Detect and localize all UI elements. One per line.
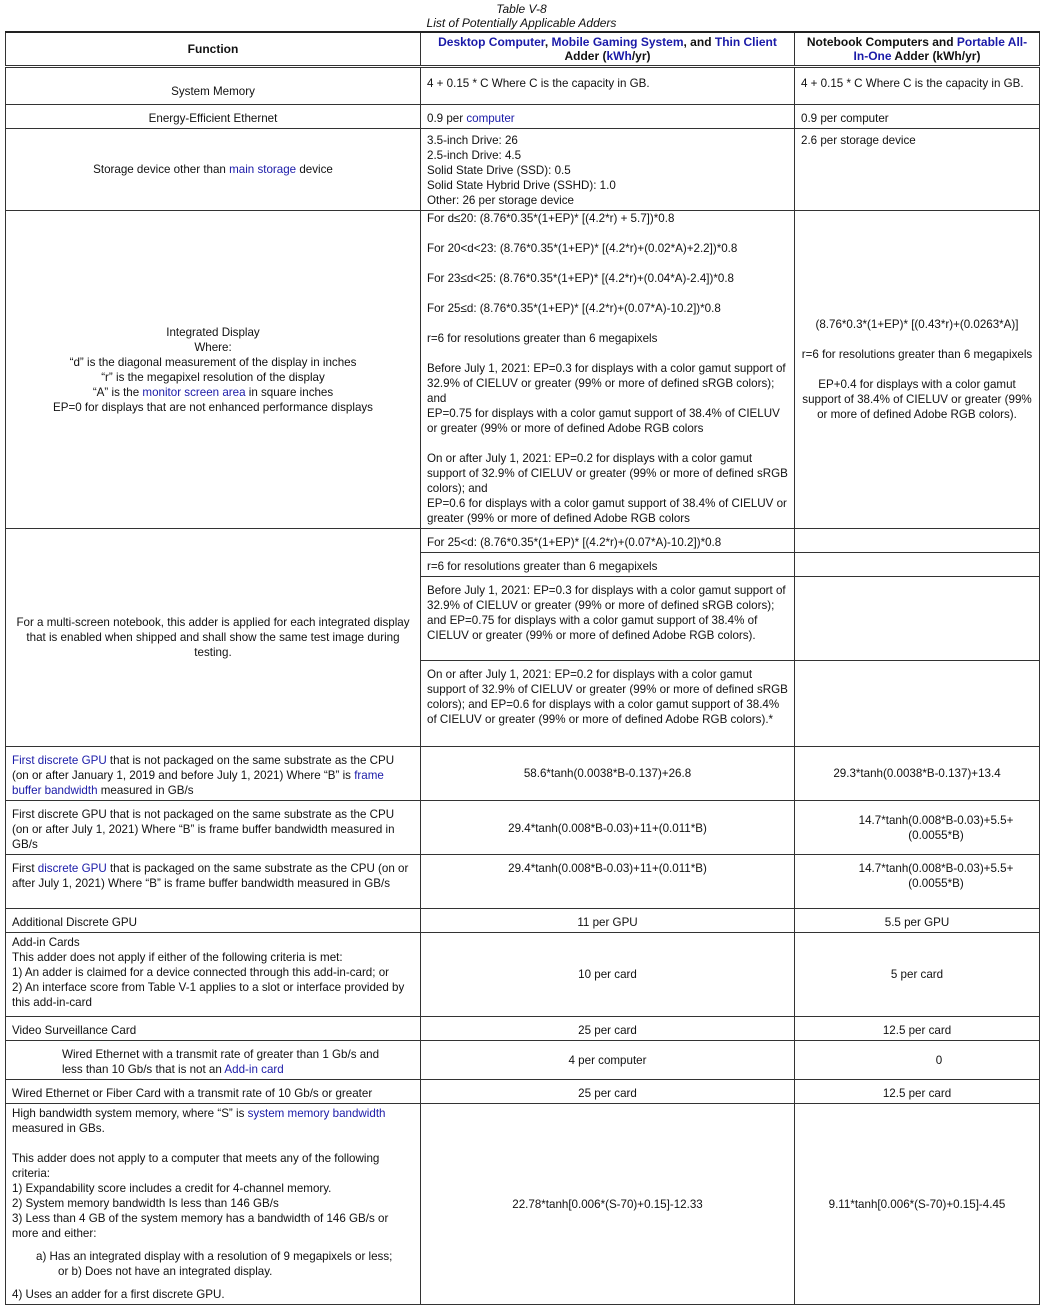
- adders-table: [5, 31, 1040, 1305]
- table-row: [6, 933, 1040, 1017]
- header-row: [6, 32, 1040, 67]
- function-cell: First discrete GPU that is not packaged on the same substrate as the CPU (on or after July 1, 2021) Where “B” is frame buffer bandwidth measured in GB/s: [6, 801, 421, 855]
- table-row: [6, 1104, 1040, 1305]
- desktop-cell: 3.5-inch Drive: 26 2.5-inch Drive: 4.5 Solid State Drive (SSD): 0.5 Solid State Hybrid Drive (SSHD): 1.0 Other: 26 per storage device: [421, 129, 795, 211]
- function-cell: Wired Ethernet or Fiber Card with a transmit rate of 10 Gb/s or greater: [6, 1080, 421, 1104]
- desktop-cell: For d≤20: (8.76*0.35*(1+EP)* [(4.2*r) + 5.7])*0.8 For 20<d<23: (8.76*0.35*(1+EP)* [(4.2*r)+(0.02*A)+2.2])*0.8 For 23≤d<25: (8.76*0.35*(1+EP)* [(4.2*r)+(0.04*A)-2.4])*0.8 For 25≤d: (8.76*0.35*(1+EP)* [(4.2*r)+(0.07*A)-10.2])*0.8 r=6 for resolutions greater than 6 megapixels Before July 1, 2021: EP=0.3 for displays with a color gamut support of 32.9% of CIELUV or greater (99% or more of defined sRGB colors); and EP=0.75 for displays with a color gamut support of 38.4% of CIELUV or greater (99% or more of defined Adobe RGB colors On or after July 1, 2021: EP=0.2 for displays with a color gamut support of 32.9% of CIELUV or greater (99% or more of defined sRGB colors); and EP=0.6 for displays with a color gamut support of 38.4% of CIELUV or greater (99% or more of defined Adobe RGB colors: [421, 211, 795, 529]
- notebook-cell: 5.5 per GPU: [795, 909, 1040, 933]
- function-cell: Storage device other than main storage device: [6, 129, 421, 211]
- function-cell: Video Surveillance Card: [6, 1017, 421, 1041]
- portable-aio-link[interactable]: Portable All-In-One: [853, 35, 1028, 63]
- table-number: Table V-8: [496, 2, 547, 16]
- table-title: List of Potentially Applicable Adders: [426, 16, 617, 30]
- desktop-cell: 25 per card: [421, 1080, 795, 1104]
- table-row: [6, 129, 1040, 211]
- kwh-link[interactable]: kWh: [606, 49, 632, 63]
- notebook-cell: [795, 529, 1040, 553]
- function-cell: First discrete GPU that is packaged on the same substrate as the CPU (on or after July 1, 2021) Where “B” is frame buffer bandwidth measured in GB/s: [6, 855, 421, 909]
- desktop-computer-link[interactable]: Desktop Computer: [438, 35, 545, 49]
- thin-client-link[interactable]: Thin Client: [714, 35, 777, 49]
- add-in-card-link[interactable]: Add-in card: [224, 1063, 284, 1076]
- table-row: [6, 67, 1040, 105]
- notebook-cell: (8.76*0.3*(1+EP)* [(0.43*r)+(0.0263*A)] r=6 for resolutions greater than 6 megapixels EP+0.4 for displays with a color gamut support of 38.4% of CIELUV or greater (99% or more of defined Adobe RGB colors).: [795, 211, 1040, 529]
- table-row: [6, 529, 1040, 553]
- notebook-cell: 9.11*tanh[0.006*(S-70)+0.15]-4.45: [795, 1104, 1040, 1305]
- notebook-cell: 4 + 0.15 * C Where C is the capacity in GB.: [795, 67, 1040, 105]
- desktop-cell: 4 + 0.15 * C Where C is the capacity in GB.: [421, 67, 795, 105]
- function-cell: Energy-Efficient Ethernet: [6, 105, 421, 129]
- desktop-cell: 11 per GPU: [421, 909, 795, 933]
- desktop-cell: r=6 for resolutions greater than 6 megapixels: [421, 553, 795, 577]
- system-memory-bandwidth-link[interactable]: system memory bandwidth: [247, 1107, 386, 1120]
- desktop-cell: For 25<d: (8.76*0.35*(1+EP)* [(4.2*r)+(0.07*A)-10.2])*0.8: [421, 529, 795, 553]
- notebook-cell: 2.6 per storage device: [795, 129, 1040, 211]
- notebook-cell: 12.5 per card: [795, 1080, 1040, 1104]
- desktop-cell: 10 per card: [421, 933, 795, 1017]
- function-cell: For a multi-screen notebook, this adder is applied for each integrated display that is enabled when shipped and shall show the same test image during testing.: [6, 529, 421, 747]
- table-row: [6, 1041, 1040, 1080]
- desktop-cell: 4 per computer: [421, 1041, 795, 1080]
- table-row: [6, 1017, 1040, 1041]
- function-cell: First discrete GPU that is not packaged on the same substrate as the CPU (on or after January 1, 2019 and before July 1, 2021) Where “B” is frame buffer bandwidth measured in GB/s: [6, 747, 421, 801]
- function-cell: High bandwidth system memory, where “S” is system memory bandwidth measured in GBs. This adder does not apply to a computer that meets any of the following criteria: 1) Expandability score includes a credit for 4-channel memory. 2) System memory bandwidth Is less than 146 GB/s 3) Less than 4 GB of the system memory has a bandwidth of 146 GB/s or more and either: a) Has an integrated display with a resolution of 9 megapixels or less; or b) Does not have an integrated display. 4) Uses an adder for a first discrete GPU.: [6, 1104, 421, 1305]
- first-discrete-gpu-link[interactable]: First discrete GPU: [12, 754, 107, 767]
- table-row: [6, 211, 1040, 529]
- main-storage-link[interactable]: main storage: [229, 163, 297, 176]
- computer-link[interactable]: computer: [466, 112, 515, 125]
- notebook-cell: 29.3*tanh(0.0038*B-0.137)+13.4: [795, 747, 1040, 801]
- notebook-cell: 0: [795, 1041, 1040, 1080]
- function-cell: Additional Discrete GPU: [6, 909, 421, 933]
- discrete-gpu-link[interactable]: discrete GPU: [37, 862, 107, 875]
- notebook-cell: [795, 577, 1040, 661]
- function-cell: Add-in Cards This adder does not apply if either of the following criteria is met: 1) An adder is claimed for a device connected through this add-in-card; or 2) An interface score from Table V-1 applies to a slot or interface provided by this add-in-card: [6, 933, 421, 1017]
- desktop-cell: Before July 1, 2021: EP=0.3 for displays with a color gamut support of 32.9% of CIELUV or greater (99% or more of defined sRGB colors); and EP=0.75 for displays with a color gamut support of 38.4% of CIELUV or greater (99% or more of defined Adobe RGB colors).: [421, 577, 795, 661]
- table-row: [6, 909, 1040, 933]
- frame-buffer-bandwidth-link[interactable]: frame buffer bandwidth: [12, 769, 384, 797]
- function-cell: Wired Ethernet with a transmit rate of greater than 1 Gb/s and less than 10 Gb/s that is not an Add-in card: [6, 1041, 421, 1080]
- notebook-cell: 14.7*tanh(0.008*B-0.03)+5.5+ (0.0055*B): [795, 855, 1040, 909]
- table-row: [6, 105, 1040, 129]
- desktop-cell: 0.9 per computer: [421, 105, 795, 129]
- desktop-cell: 25 per card: [421, 1017, 795, 1041]
- desktop-cell: 29.4*tanh(0.008*B-0.03)+11+(0.011*B): [421, 801, 795, 855]
- notebook-cell: [795, 661, 1040, 747]
- table-row: [6, 747, 1040, 801]
- function-cell: Integrated Display Where: “d” is the diagonal measurement of the display in inches “r” is the megapixel resolution of the display “A” is the monitor screen area in square inches EP=0 for displays that are not enhanced performance displays: [6, 211, 421, 529]
- notebook-cell: 12.5 per card: [795, 1017, 1040, 1041]
- header-notebook: Notebook Computers and Portable All-In-One Adder (kWh/yr): [795, 32, 1040, 67]
- desktop-cell: 58.6*tanh(0.0038*B-0.137)+26.8: [421, 747, 795, 801]
- desktop-cell: 29.4*tanh(0.008*B-0.03)+11+(0.011*B): [421, 855, 795, 909]
- monitor-screen-area-link[interactable]: monitor screen area: [142, 385, 246, 399]
- desktop-cell: 22.78*tanh[0.006*(S-70)+0.15]-12.33: [421, 1104, 795, 1305]
- notebook-cell: 5 per card: [795, 933, 1040, 1017]
- table-row: [6, 801, 1040, 855]
- desktop-cell: On or after July 1, 2021: EP=0.2 for displays with a color gamut support of 32.9% of CIELUV or greater (99% or more of defined sRGB colors); and EP=0.6 for displays with a color gamut support of 38.4% of CIELUV or greater (99% or more of defined Adobe RGB colors).*: [421, 661, 795, 747]
- function-cell: System Memory: [6, 67, 421, 105]
- notebook-cell: [795, 553, 1040, 577]
- table-row: [6, 1080, 1040, 1104]
- header-desktop: Desktop Computer, Mobile Gaming System, and Thin Client Adder (kWh/yr): [421, 32, 795, 67]
- mobile-gaming-link[interactable]: Mobile Gaming System: [551, 35, 684, 49]
- table-row: [6, 855, 1040, 909]
- notebook-cell: 0.9 per computer: [795, 105, 1040, 129]
- header-function: Function: [6, 32, 421, 67]
- notebook-cell: 14.7*tanh(0.008*B-0.03)+5.5+ (0.0055*B): [795, 801, 1040, 855]
